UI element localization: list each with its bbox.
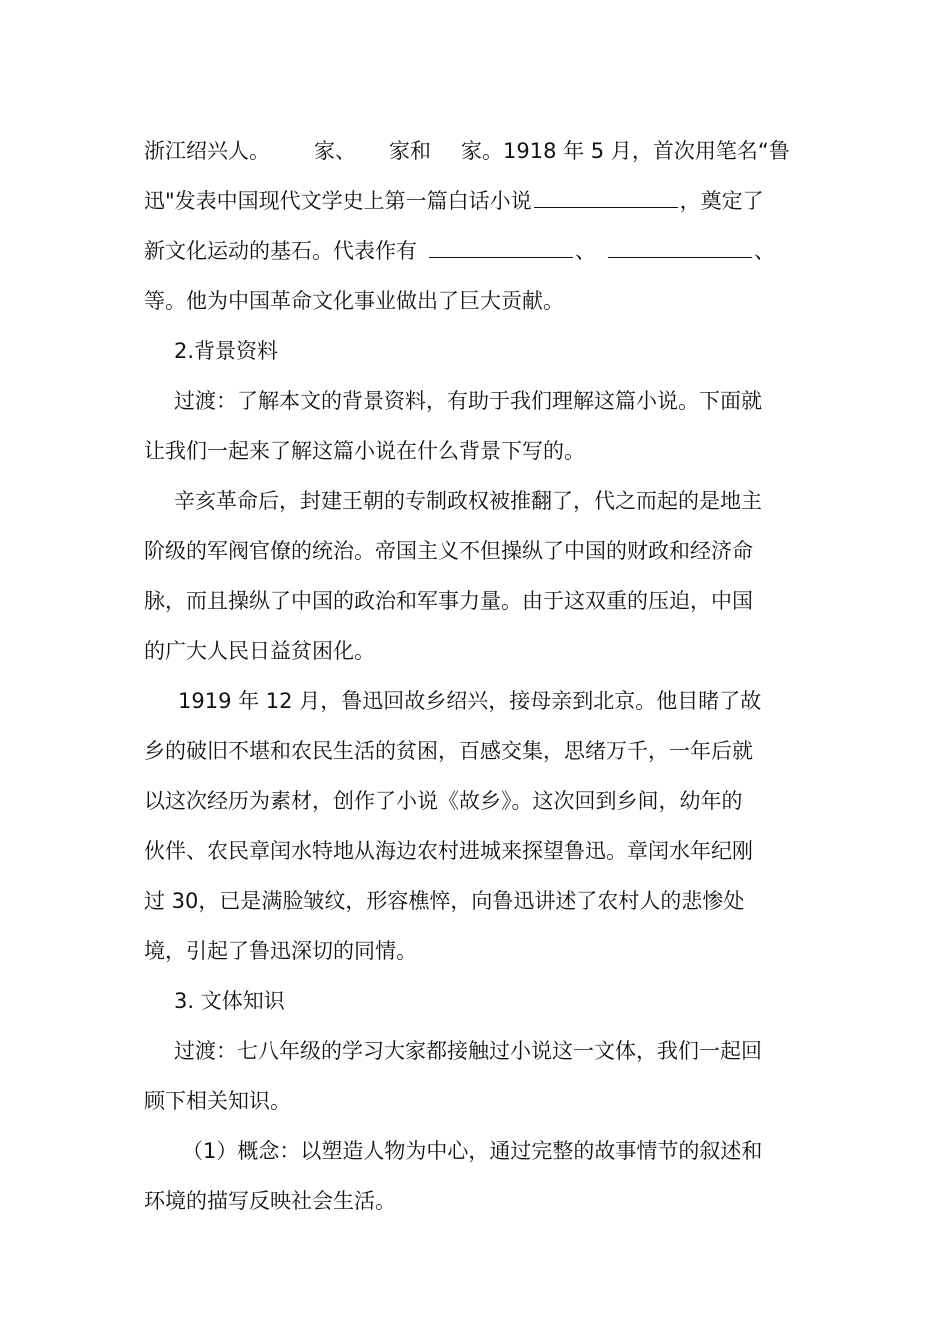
text-line: 乡的破旧不堪和农民生活的贫困，百感交集，思绪万千，一年后就 <box>144 739 753 763</box>
text-segment: 迅"发表中国现代文学史上第一篇白话小说 <box>144 189 532 213</box>
text-line: 环境的描写反映社会生活。 <box>144 1189 396 1213</box>
text-line: 等。他为中国革命文化事业做出了巨大贡献。 <box>144 289 564 313</box>
text-segment: 浙江绍兴人。 <box>144 139 270 163</box>
text-segment: ，奠定了 <box>679 189 764 213</box>
text-line: 阶级的军阀官僚的统治。帝国主义不但操纵了中国的财政和经济命 <box>144 539 753 563</box>
text-line: 脉，而且操纵了中国的政治和军事力量。由于这双重的压迫，中国 <box>144 589 753 613</box>
text-line: 辛亥革命后，封建王朝的专制政权被推翻了，代之而起的是地主 <box>174 489 762 513</box>
text-line: 伙伴、农民章闰水特地从海边农村进城来探望鲁迅。章闰水年纪刚 <box>144 839 753 863</box>
text-line: 过渡：七八年级的学习大家都接触过小说这一文体，我们一起回 <box>174 1039 762 1063</box>
text-line: 顾下相关知识。 <box>144 1089 291 1113</box>
text-line <box>144 226 806 276</box>
text-line: 以这次经历为素材，创作了小说《故乡》。这次回到乡间，幼年的 <box>144 789 743 813</box>
text-line: 的广大人民日益贫困化。 <box>144 639 375 663</box>
text-segment: 、 <box>575 239 596 263</box>
text-segment: 家。1918 年 5 月，首次用笔名“鲁 <box>461 139 790 163</box>
text-line: 让我们一起来了解这篇小说在什么背景下写的。 <box>144 439 585 463</box>
text-line: 过渡：了解本文的背景资料，有助于我们理解这篇小说。下面就 <box>174 389 762 413</box>
fill-in-blank <box>429 236 573 258</box>
section-heading: 3. 文体知识 <box>174 989 285 1013</box>
section-heading: 2.背景资料 <box>174 339 279 363</box>
text-segment: 家、 <box>314 139 356 163</box>
text-line: 1919 年 12 月，鲁迅回故乡绍兴，接母亲到北京。他目睹了故 <box>178 689 762 713</box>
fill-in-blank <box>534 186 678 208</box>
fill-in-blank <box>608 236 752 258</box>
text-line <box>144 126 806 176</box>
text-line <box>144 176 806 226</box>
document-page <box>144 126 806 1226</box>
text-line: （1）概念：以塑造人物为中心，通过完整的故事情节的叙述和 <box>182 1139 763 1163</box>
text-segment: 家和 <box>389 139 431 163</box>
text-segment: 新文化运动的基石。代表作有 <box>144 239 417 263</box>
text-line: 境，引起了鲁迅深切的同情。 <box>144 939 417 963</box>
text-segment: 、 <box>754 239 775 263</box>
text-line: 过 30，已是满脸皱纹，形容樵悴，向鲁迅讲述了农村人的悲惨处 <box>144 889 745 913</box>
